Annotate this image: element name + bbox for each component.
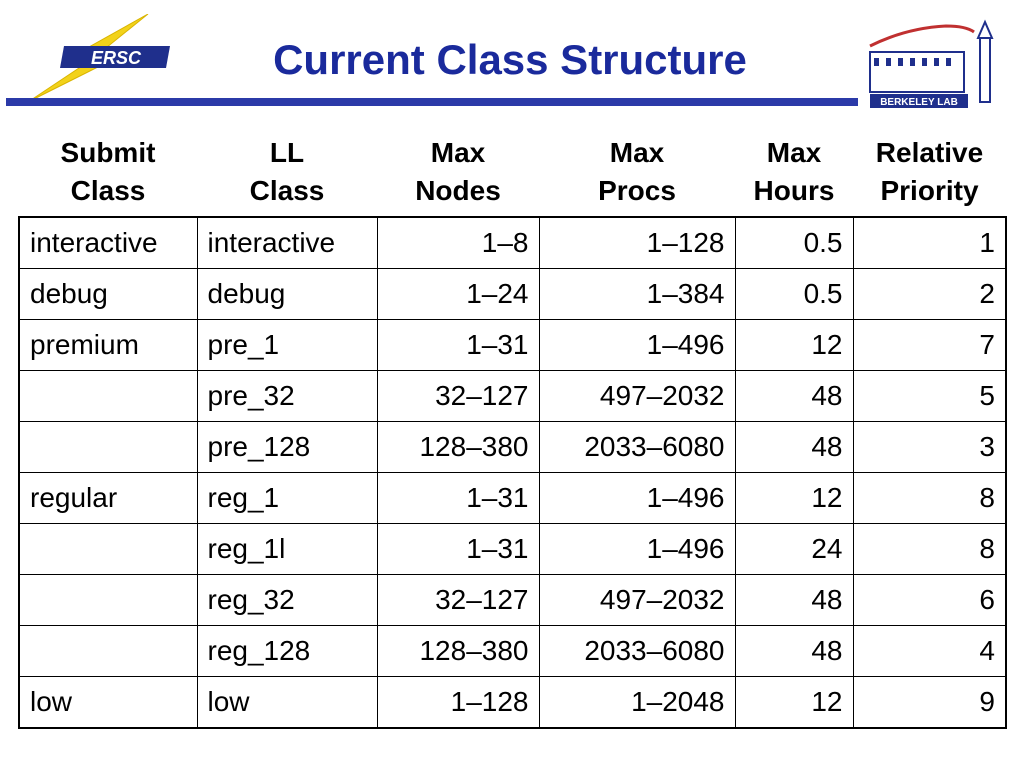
table-cell: 128–380 [377, 422, 539, 473]
table-cell: premium [19, 320, 197, 371]
table-row [19, 524, 1006, 575]
table-cell: 1–2048 [539, 677, 735, 729]
table-row [19, 217, 1006, 269]
table-row [19, 320, 1006, 371]
column-header-line2: Procs [598, 175, 676, 206]
column-header [19, 134, 197, 217]
column-header-line2: Class [70, 175, 146, 206]
column-header-line1: Max [766, 137, 822, 168]
table-cell: 5 [853, 371, 1006, 422]
table-cell: 48 [735, 422, 853, 473]
table-cell: 1–8 [377, 217, 539, 269]
page-title: Current Class Structure [273, 36, 747, 83]
class-structure-table [18, 134, 1007, 729]
table-cell: 0.5 [735, 217, 853, 269]
table-cell: 1–128 [539, 217, 735, 269]
table-row [19, 575, 1006, 626]
table-cell: 128–380 [377, 626, 539, 677]
table-cell: 1 [853, 217, 1006, 269]
table-cell: reg_32 [197, 575, 377, 626]
table-cell: 497–2032 [539, 575, 735, 626]
nersc-logo-text: ERSC [90, 48, 142, 68]
table-cell: 4 [853, 626, 1006, 677]
table-cell: 1–496 [539, 473, 735, 524]
table-cell [19, 626, 197, 677]
table-cell [19, 524, 197, 575]
column-header-line2: Class [249, 175, 325, 206]
column-header [539, 134, 735, 217]
table-cell: 24 [735, 524, 853, 575]
table-cell: 9 [853, 677, 1006, 729]
table-cell: pre_32 [197, 371, 377, 422]
title-divider [6, 98, 858, 106]
berkeley-logo-text: BERKELEY LAB [880, 97, 958, 108]
column-header [853, 134, 1006, 217]
table-cell: reg_128 [197, 626, 377, 677]
table-cell: 1–31 [377, 320, 539, 371]
table-row [19, 677, 1006, 729]
table-cell: 48 [735, 575, 853, 626]
table-row [19, 422, 1006, 473]
table-cell: reg_1l [197, 524, 377, 575]
table-row [19, 371, 1006, 422]
class-structure-table-wrap [18, 134, 1005, 729]
table-cell: debug [197, 269, 377, 320]
table-cell: reg_1 [197, 473, 377, 524]
table-cell: 0.5 [735, 269, 853, 320]
table-cell [19, 371, 197, 422]
column-header [377, 134, 539, 217]
table-cell: 1–496 [539, 524, 735, 575]
table-cell: 1–496 [539, 320, 735, 371]
table-cell: 8 [853, 473, 1006, 524]
column-header-line1: Submit [60, 137, 156, 168]
table-cell [19, 575, 197, 626]
table-cell: 48 [735, 626, 853, 677]
table-cell: 497–2032 [539, 371, 735, 422]
table-cell: 1–384 [539, 269, 735, 320]
table-cell: debug [19, 269, 197, 320]
table-cell: interactive [19, 217, 197, 269]
table-cell: pre_1 [197, 320, 377, 371]
berkeley-lab-logo [866, 18, 1016, 112]
column-header-line2: Hours [753, 175, 835, 206]
table-cell: pre_128 [197, 422, 377, 473]
nersc-logo [20, 14, 180, 104]
table-cell: low [197, 677, 377, 729]
table-cell: 32–127 [377, 371, 539, 422]
column-header [197, 134, 377, 217]
table-cell [19, 422, 197, 473]
table-cell: 1–128 [377, 677, 539, 729]
table-cell: 12 [735, 320, 853, 371]
table-cell: 1–31 [377, 524, 539, 575]
column-header-line2: Priority [880, 175, 979, 206]
table-cell: 6 [853, 575, 1006, 626]
column-header-line1: Max [430, 137, 486, 168]
table-cell: low [19, 677, 197, 729]
table-cell: 48 [735, 371, 853, 422]
column-header-line1: LL [269, 137, 305, 168]
table-cell: 8 [853, 524, 1006, 575]
table-body [19, 217, 1006, 728]
table-cell: interactive [197, 217, 377, 269]
table-row [19, 473, 1006, 524]
table-cell: 1–24 [377, 269, 539, 320]
column-header-line1: Max [609, 137, 665, 168]
table-cell: 2033–6080 [539, 422, 735, 473]
table-cell: 1–31 [377, 473, 539, 524]
table-cell: 12 [735, 677, 853, 729]
table-header-row [19, 134, 1006, 217]
table-cell: 2033–6080 [539, 626, 735, 677]
table-cell: 12 [735, 473, 853, 524]
table-cell: regular [19, 473, 197, 524]
table-cell: 3 [853, 422, 1006, 473]
table-row [19, 269, 1006, 320]
table-cell: 7 [853, 320, 1006, 371]
column-header-line1: Relative [875, 137, 984, 168]
table-cell: 32–127 [377, 575, 539, 626]
column-header [735, 134, 853, 217]
table-row [19, 626, 1006, 677]
column-header-line2: Nodes [415, 175, 501, 206]
table-cell: 2 [853, 269, 1006, 320]
